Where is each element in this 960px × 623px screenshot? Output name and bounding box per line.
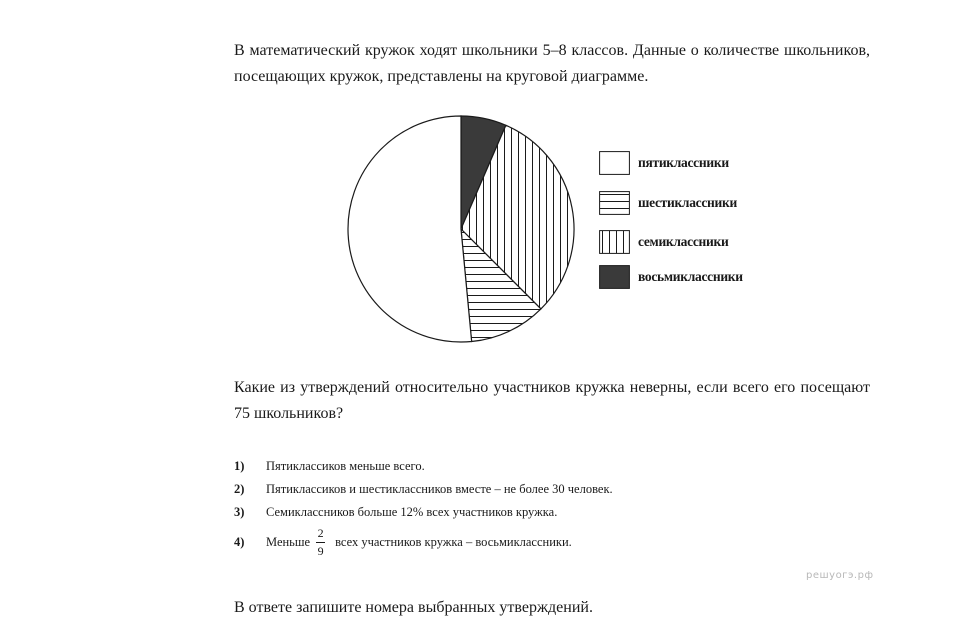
statement-1 xyxy=(234,459,425,474)
statement-text: Пятиклассиков и шестиклассников вместе – не более 30 человек. xyxy=(266,482,613,496)
statement-number: 4) xyxy=(234,535,245,549)
statement-text: Пятиклассиков меньше всего. xyxy=(266,459,425,473)
statement-number: 3) xyxy=(234,505,245,519)
legend-swatch-solid xyxy=(599,265,630,289)
statement-text-after: всех участников кружка – восьмиклассники. xyxy=(335,535,572,549)
legend-label: восьмиклассники xyxy=(638,269,743,284)
statement-text: Семиклассников больше 12% всех участников кружка. xyxy=(266,505,558,519)
legend-entry xyxy=(599,150,729,176)
legend-swatch-horizontal-hatch xyxy=(599,191,630,215)
legend-entry xyxy=(599,190,737,216)
legend-label: семиклассники xyxy=(638,234,729,249)
legend-label: пятиклассники xyxy=(638,155,729,170)
fraction xyxy=(316,527,325,558)
statement-4 xyxy=(234,527,572,558)
pie-chart xyxy=(340,110,580,350)
legend-swatch-vertical-hatch xyxy=(599,230,630,254)
statement-3 xyxy=(234,505,557,520)
statement-number: 1) xyxy=(234,459,245,473)
legend-entry xyxy=(599,264,743,290)
pie-slice-пятиклассники xyxy=(348,116,472,342)
statement-number: 2) xyxy=(234,482,245,496)
site-watermark: решуогэ.рф xyxy=(806,570,874,581)
fraction-bar xyxy=(316,542,325,543)
statement-2 xyxy=(234,482,613,497)
statement-text-before: Меньше xyxy=(266,535,311,549)
legend-swatch-blank xyxy=(599,151,630,175)
answer-instruction: В ответе запишите номера выбранных утверждений. xyxy=(234,599,593,616)
intro-paragraph: В математический кружок ходят школьники 5–8 классов. Данные о количестве школьников, посещающих кружок, представлены на круговой диаграмме. xyxy=(234,42,870,85)
legend-label: шестиклассники xyxy=(638,195,737,210)
question-paragraph: Какие из утверждений относительно участников кружка неверны, если всего его посещают 75 школьников? xyxy=(234,379,870,422)
legend-entry xyxy=(599,229,728,255)
fraction-denominator: 9 xyxy=(317,544,324,558)
fraction-numerator: 2 xyxy=(317,526,324,540)
